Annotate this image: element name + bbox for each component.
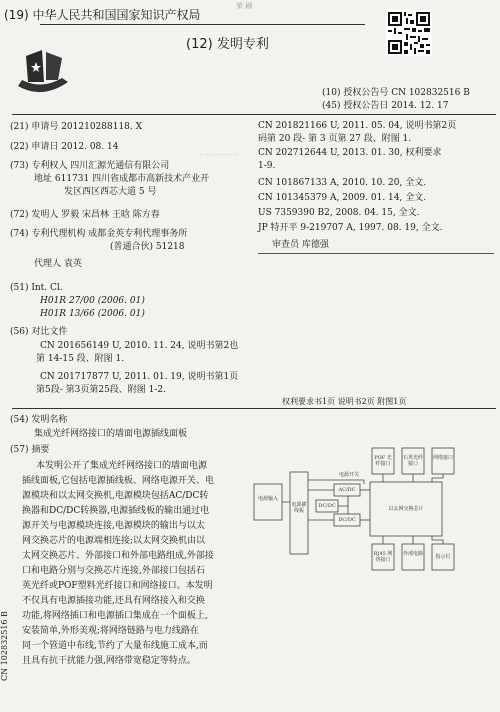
plug-board-label: 电源插线板	[291, 502, 307, 514]
agency-line1: (74) 专利代理机构 成都金英专利代理事务所	[10, 229, 188, 239]
abstract-line: 同一个管道中布线,节约了大量布线施工成本,而	[22, 641, 208, 651]
reference-line: CN 201717877 U, 2011. 01. 19, 说明书第1页	[40, 372, 239, 382]
quartz-interface-label: 石英光纤接口	[403, 455, 424, 467]
abstract-line: 英光纤或POF塑料光纤接口和网络接口。本发明	[22, 581, 213, 591]
abstract-line: 本发明公开了集成光纤网络接口的墙面电源	[36, 461, 208, 471]
switch-chip-label: 以太网交换芯片	[388, 506, 424, 512]
reference-line: US 7359390 B2, 2008. 04. 15, 全文.	[258, 208, 420, 218]
reference-line: CN 101345379 A, 2009. 01. 14, 全文.	[258, 193, 427, 203]
reference-line: CN 201656149 U, 2010. 11. 24, 说明书第2也	[40, 341, 239, 351]
abstract-line: 插线面板,它包括电源插线板、网络电源开关、电	[22, 476, 214, 486]
reference-line: 1-9.	[258, 161, 276, 171]
indicator-label: 指示灯	[435, 554, 451, 560]
power-input-label: 电源输入	[257, 496, 278, 502]
bib-bottom-rule	[12, 408, 496, 409]
faint-lines: ─ ─ ─ ─ ─ ─ ─	[200, 152, 237, 159]
examiner-rule	[258, 253, 494, 254]
examiner: 审查员 库德强	[272, 240, 329, 250]
dcdc-label: DC/DC	[338, 517, 356, 523]
application-number: (21) 申请号 201210288118. X	[10, 122, 143, 132]
abstract-line: 换器和DC/DC转换器,电源插线板的输出通过电	[22, 506, 210, 516]
int-cl-2: H01R 13/66 (2006. 01)	[40, 309, 145, 319]
network-interface-label: 网络接口	[433, 455, 454, 461]
inventors: (72) 发明人 罗毅 宋昌林 王晗 陈方春	[10, 210, 160, 220]
int-cl-1: H01R 27/00 (2006. 01)	[40, 296, 145, 306]
abstract-line: 不仅具有电源插接功能,还具有网络接入和交换	[22, 596, 205, 606]
cnipa-logo	[12, 42, 72, 102]
document-type: (12) 发明专利	[186, 37, 269, 52]
holder-address-line2: 发区西区西芯大道 5 号	[64, 187, 157, 197]
patent-holder: (73) 专利权人 四川汇源光通信有限公司	[10, 161, 170, 171]
reference-line: JP 特开平 9-219707 A, 1997. 08. 19, 全文.	[258, 223, 443, 233]
reference-line: CN 202712644 U, 2013. 01. 30, 权利要求	[258, 148, 442, 158]
abstract-line: 功能,将网络插口和电源插口集成在一个面板上,	[22, 611, 208, 621]
abstract-line: 口和电路分别与交换芯片连接,外部接口包括石	[22, 566, 205, 576]
publication-date: (45) 授权公告日 2014. 12. 17	[322, 101, 449, 111]
abstract-line: 太网交换芯片、外部接口和外部电路组成,外部接	[22, 551, 214, 561]
reference-line: 第5段- 第3页第25段、附图 1-2.	[36, 385, 167, 395]
references-heading: (56) 对比文件	[10, 327, 68, 337]
block-diagram	[252, 444, 492, 584]
abstract-line: 源模块和以太网交换机,电源模块包括AC/DC转	[22, 491, 209, 501]
reference-line: CN 201821166 U, 2011. 05. 04, 说明书第2页	[258, 121, 457, 131]
header-rule	[40, 24, 365, 25]
qr-code	[386, 10, 432, 56]
abstract-heading: (57) 摘要	[10, 445, 50, 455]
external-circuit-label: 外部电路	[403, 551, 424, 557]
int-cl-heading: (51) Int. Cl.	[10, 283, 63, 293]
publication-number: (10) 授权公告号 CN 102832516 B	[322, 88, 470, 98]
bib-top-rule	[12, 114, 496, 115]
application-date: (22) 申请日 2012. 08. 14	[10, 142, 119, 152]
switch-label: 电源开关	[338, 472, 359, 478]
dcdc-label: DC/DC	[318, 503, 336, 509]
issuing-office: (19) 中华人民共和国国家知识产权局	[4, 8, 201, 22]
rj45-label: RJ45 网络接口	[373, 551, 393, 563]
reference-line: 第 14-15 段、附图 1.	[36, 354, 125, 364]
abstract-line: 源开关与电源模块连接,电源模块的输出与以太	[22, 521, 205, 531]
side-publication-number: CN 102832516 B	[0, 611, 9, 681]
agent: 代理人 袁英	[34, 259, 82, 269]
acdc-label: AC/DC	[338, 487, 356, 493]
page-counts: 权利要求书1页 说明书2页 附图1页	[282, 397, 407, 406]
agency-line2: (普通合伙) 51218	[110, 242, 185, 252]
invention-title: 集成光纤网络接口的墙面电源插线面板	[34, 429, 188, 439]
abstract-line: 且具有抗干扰能力强,网络带宽稳定等特点。	[22, 656, 196, 666]
stamp-text: 荣 刷	[236, 2, 253, 10]
pof-interface-label: POF 光纤接口	[374, 455, 392, 467]
abstract-line: 网交换芯片的电源端相连接;以太网交换机由以	[22, 536, 206, 546]
holder-address-line1: 地址 611731 四川省成都市高新技术产业开	[34, 174, 210, 184]
reference-line: CN 101867133 A, 2010. 10. 20, 全文.	[258, 178, 427, 188]
title-heading: (54) 发明名称	[10, 415, 68, 425]
reference-line: 码第 20 段- 第 3 页第 27 段、附图 1.	[258, 134, 412, 144]
abstract-line: 安装简单,外形美观;将网络链路与电力线路在	[22, 626, 199, 636]
